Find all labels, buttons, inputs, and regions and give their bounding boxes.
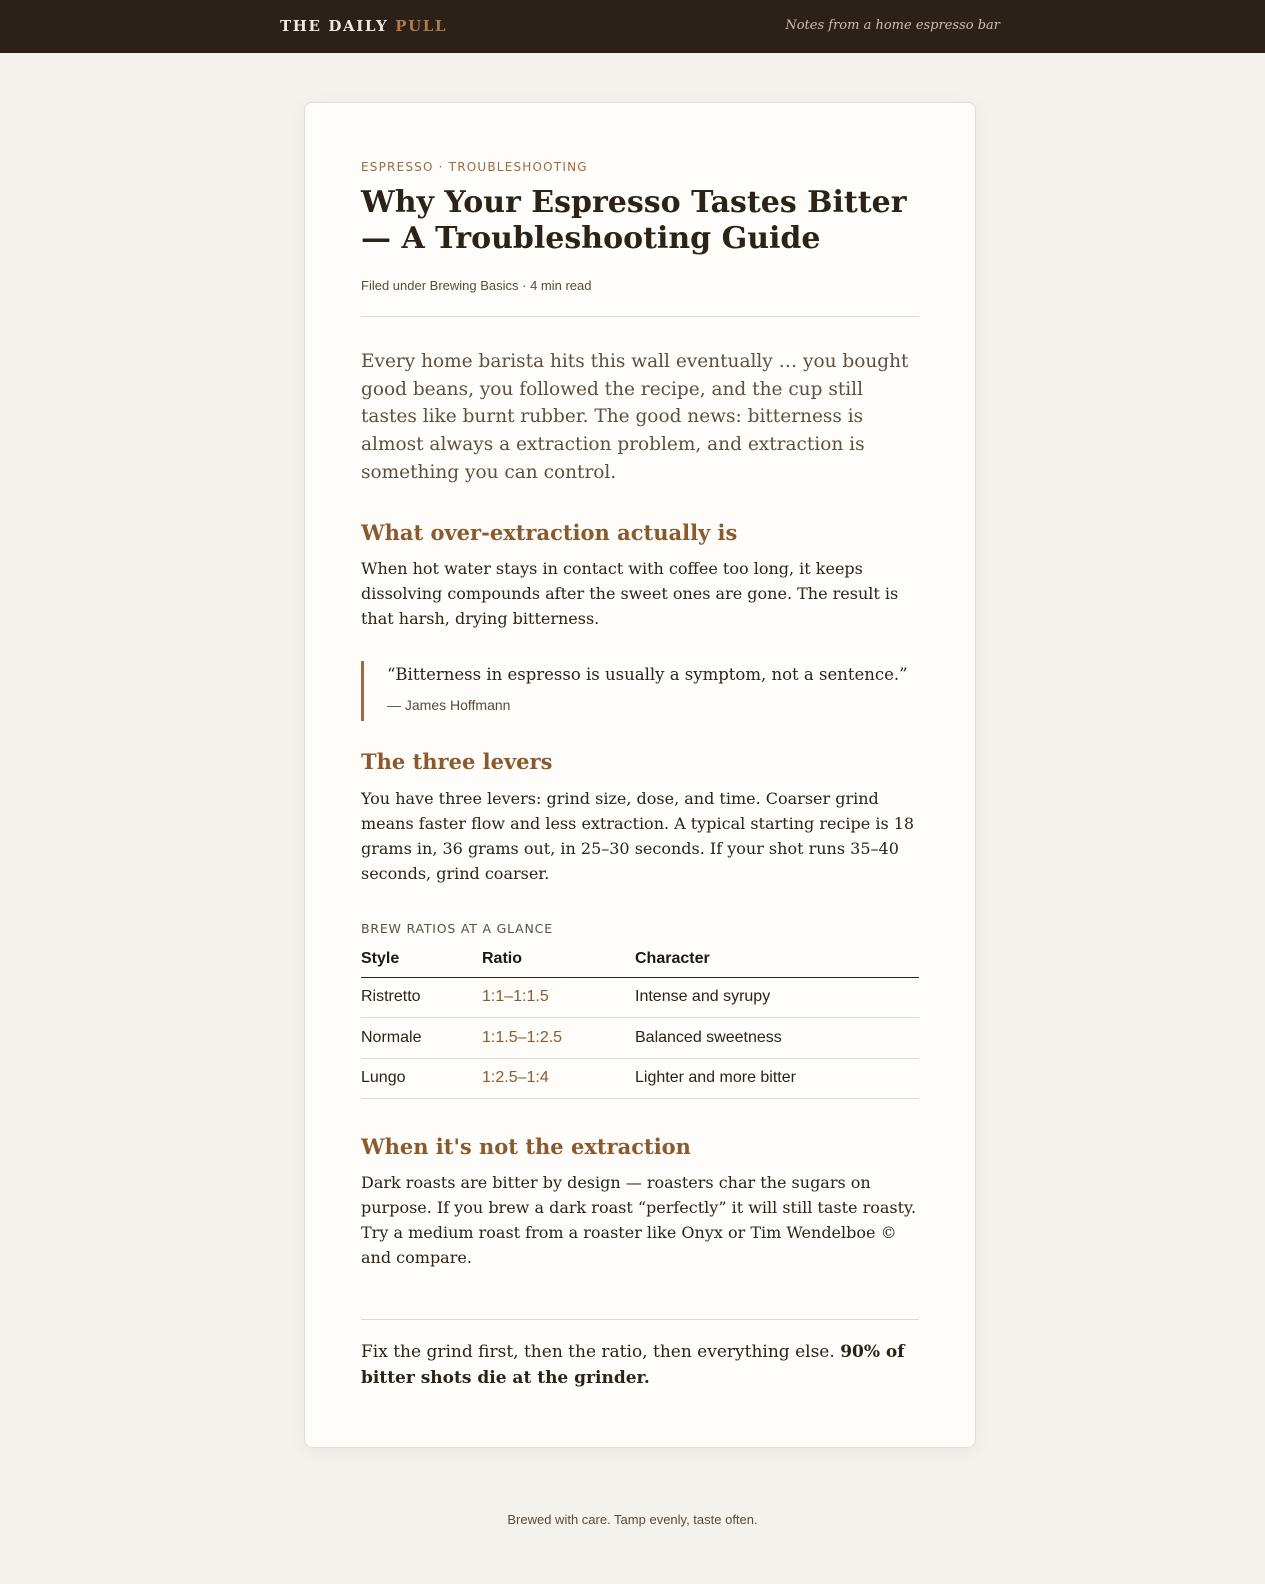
cell-character: Intense and syrupy [635, 977, 919, 1018]
cell-ratio: 1:1.5–1:2.5 [482, 1018, 635, 1059]
cell-ratio: 1:2.5–1:4 [482, 1058, 635, 1099]
brew-ratio-table [361, 942, 919, 1099]
section-heading-levers: The three levers [361, 749, 553, 774]
column-header-ratio: Ratio [482, 942, 635, 977]
section-body-over-extraction: When hot water stays in contact with coffee too long, it keeps dissolving compounds after the sweet ones are gone. The result is that harsh, drying bitterness. [361, 559, 899, 628]
table-header-row [361, 942, 919, 977]
closing-text: Fix the grind first, then the ratio, then everything else. [361, 1342, 835, 1362]
column-header-character: Character [635, 942, 919, 977]
section-heading-not-extraction: When it's not the extraction [361, 1134, 691, 1159]
site-header [0, 0, 1265, 53]
quote-author: — James Hoffmann [387, 697, 511, 713]
article-title: Why Your Espresso Tastes Bitter — A Troubleshooting Guide [361, 185, 907, 256]
pull-quote [361, 661, 919, 721]
table-row [361, 977, 919, 1018]
closing-emphasis: 90% of bitter shots die at the grinder. [361, 1342, 905, 1388]
closing-divider [361, 1319, 919, 1320]
title-divider [361, 316, 919, 317]
quote-text: “Bitterness in espresso is usually a symptom, not a sentence.” [387, 665, 908, 684]
cell-character: Balanced sweetness [635, 1018, 919, 1059]
site-footer: Brewed with care. Tamp evenly, taste often. [507, 1512, 758, 1527]
cell-style: Normale [361, 1018, 482, 1059]
article-lede: Every home barista hits this wall eventually … you bought good beans, you followed the recipe, and the cup still tastes like burnt rubber. The good news: bitterness is almost always a extraction problem, and extraction is something you can control. [361, 351, 909, 483]
cell-style: Lungo [361, 1058, 482, 1099]
article-meta: Filed under Brewing Basics · 4 min read [361, 278, 592, 293]
section-body-not-extraction: Dark roasts are bitter by design — roasters char the sugars on purpose. If you brew a dark roast “perfectly” it will still taste roasty. Try a medium roast from a roaster like Onyx or Tim Wendelboe © and compare. [361, 1173, 917, 1267]
table-row [361, 1018, 919, 1059]
site-logo[interactable] [280, 17, 447, 35]
table-caption: BREW RATIOS AT A GLANCE [361, 921, 553, 936]
site-tagline: Notes from a home espresso bar [785, 18, 1000, 33]
section-body-levers: You have three levers: grind size, dose, and time. Coarser grind means faster flow and less extraction. A typical starting recipe is 18 grams in, 36 grams out, in 25–30 seconds. If your shot runs 35–40 seconds, grind coarser. [361, 789, 915, 883]
column-header-style: Style [361, 942, 482, 977]
closing-takeaway [361, 1339, 919, 1391]
cell-style: Ristretto [361, 977, 482, 1018]
brand-main: THE DAILY [280, 17, 389, 35]
section-heading-over-extraction: What over-extraction actually is [361, 520, 738, 545]
brand-accent: PULL [395, 17, 448, 35]
article-card [304, 102, 976, 1448]
cell-character: Lighter and more bitter [635, 1058, 919, 1099]
article-category: ESPRESSO · TROUBLESHOOTING [361, 160, 588, 174]
cell-ratio: 1:1–1:1.5 [482, 977, 635, 1018]
table-row [361, 1058, 919, 1099]
